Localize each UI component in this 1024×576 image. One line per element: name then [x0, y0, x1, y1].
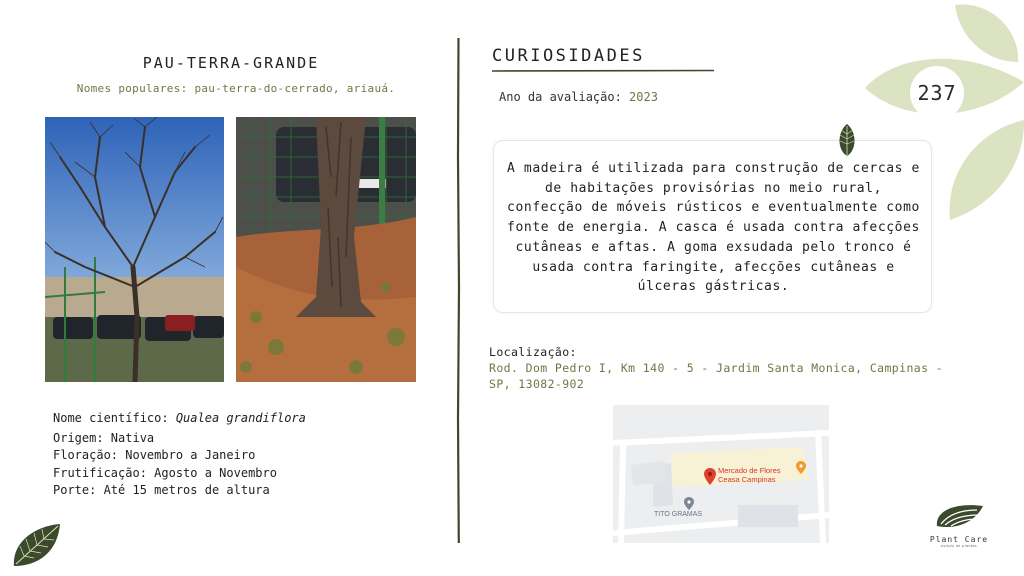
flowering: Floração: Novembro a Janeiro: [53, 448, 256, 462]
curiosities-heading: CURIOSIDADES: [492, 46, 645, 66]
scientific-name-label: Nome científico:: [53, 411, 176, 425]
heading-underline: [492, 68, 714, 74]
fruiting: Frutificação: Agosto a Novembro: [53, 465, 277, 480]
year-label: Ano da avaliação:: [499, 90, 630, 104]
map-street-label: TITO GRAMAS: [654, 511, 703, 518]
scientific-name-row: [53, 410, 306, 428]
location-map[interactable]: [613, 405, 829, 543]
year-value: 2023: [629, 90, 658, 104]
plant-title: PAU-TERRA-GRANDE: [142, 54, 320, 72]
origin: Origem: Nativa: [53, 430, 155, 445]
tree-photo: [45, 117, 224, 382]
map-place-line2: Ceasa Campinas: [718, 475, 776, 484]
page-number-badge: 237: [910, 66, 964, 120]
place-pin-icon[interactable]: [684, 497, 694, 510]
brand-logo: [918, 500, 1000, 560]
brand-name: Plant Care: [929, 535, 989, 544]
location-address: Rod. Dom Pedro I, Km 140 - 5 - Jardim Santa Monica, Campinas - SP, 13082-902: [489, 361, 944, 391]
curiosities-text: A madeira é utilizada para construção de cercas e de habitações provisórias no meio rural, confecção de móveis rústicos e eventualmente como fonte de energia. A casca é usada contra afecções cutâneas e aftas. A goma exsudada pelo tronco é usada contra faringite, afecções cutâneas e úlceras gástricas.: [507, 161, 920, 295]
decorative-leaf-icon: [10, 522, 62, 568]
trunk-photo: [236, 117, 416, 382]
vertical-divider: [456, 38, 461, 543]
size: Porte: Até 15 metros de altura: [53, 483, 270, 497]
map-place-line1: Mercado de Flores: [718, 466, 781, 475]
scientific-name: Qualea grandiflora: [175, 411, 306, 425]
popular-names: Nomes populares: pau-terra-do-cerrado, ariauá.: [76, 82, 396, 95]
leaf-icon: [837, 124, 857, 158]
map-pin-icon[interactable]: [704, 468, 716, 485]
brand-leaf-icon: [931, 500, 987, 530]
evaluation-year: [499, 90, 658, 104]
food-pin-icon[interactable]: [796, 461, 806, 474]
plant-details: [53, 410, 306, 500]
brand-tagline: estudo de plantas: [940, 544, 978, 548]
curiosities-card: [493, 140, 932, 313]
location-label: Localização:: [489, 345, 577, 359]
